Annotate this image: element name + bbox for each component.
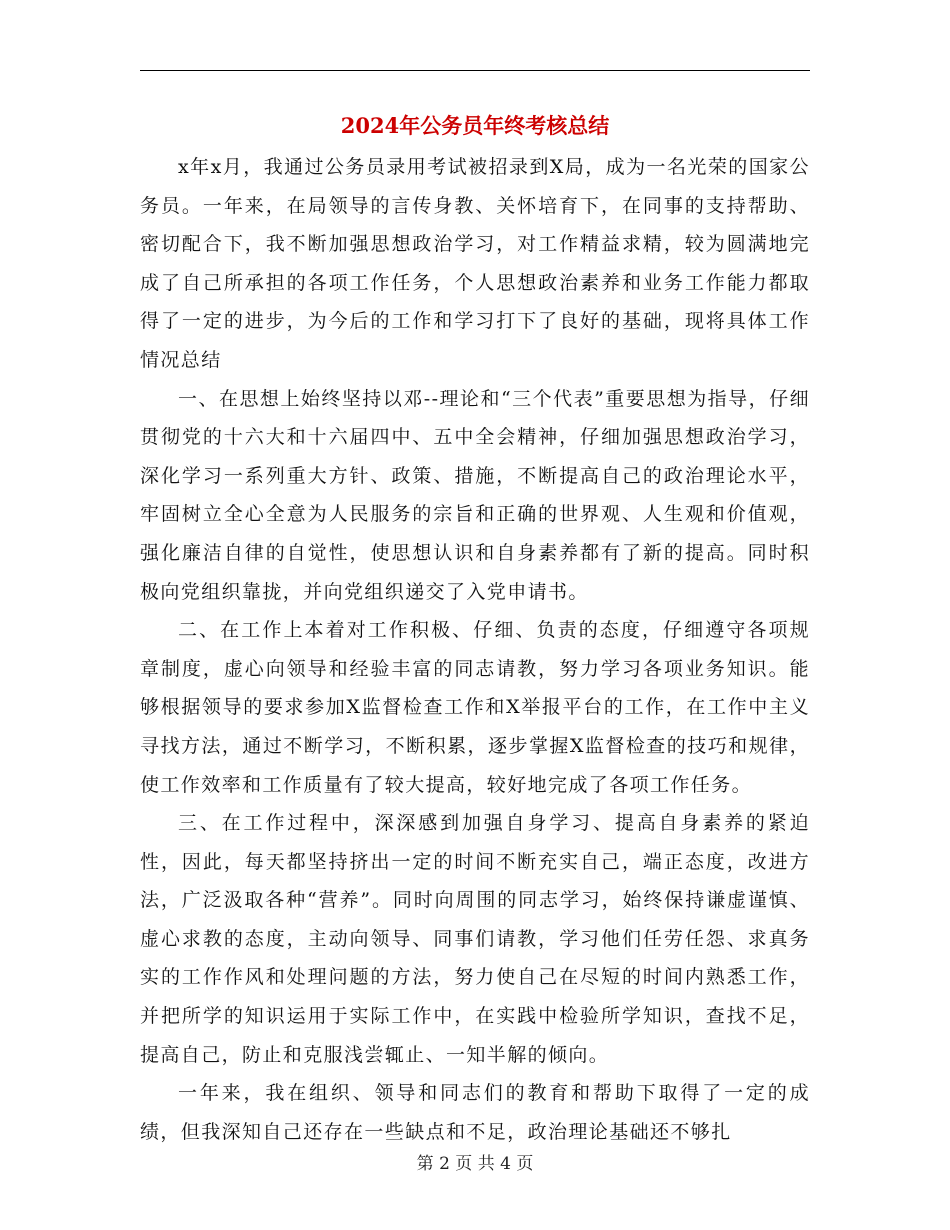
paragraph-section-1: 一、在思想上始终坚持以邓--理论和“三个代表”重要思想为指导，仔细贯彻党的十六大和十六届四中、五中全会精神，仔细加强思想政治学习，深化学习一系列重大方针、政策、措施，不断提高自己的政治理论水平，牢固树立全心全意为人民服务的宗旨和正确的世界观、人生观和价值观，强化廉洁自律的自觉性，使思想认识和自身素养都有了新的提高。同时积极向党组织靠拢，并向党组织递交了入党申请书。	[140, 387, 810, 603]
paragraph-conclusion: 一年来，我在组织、领导和同志们的教育和帮助下取得了一定的成绩，但我深知自己还存在一些缺点和不足，政治理论基础还不够扎	[140, 1082, 810, 1143]
paragraph-section-3: 三、在工作过程中，深深感到加强自身学习、提高自身素养的紧迫性，因此，每天都坚持挤出一定的时间不断充实自己，端正态度，改进方法，广泛汲取各种“营养”。同时向周围的同志学习，始终保持谦虚谨慎、虚心求教的态度，主动向领导、同事们请教，学习他们任劳任怨、求真务实的工作作风和处理问题的方法，努力使自己在尽短的时间内熟悉工作，并把所学的知识运用于实际工作中，在实践中检验所学知识，查找不足，提高自己，防止和克服浅尝辄止、一知半解的倾向。	[140, 812, 810, 1066]
page-number-footer: 第 2 页 共 4 页	[416, 1154, 534, 1174]
paragraph-intro: x年x月，我通过公务员录用考试被招录到X局，成为一名光荣的国家公务员。一年来，在局领导的言传身教、关怀培育下，在同事的支持帮助、密切配合下，我不断加强思想政治学习，对工作精益求精，较为圆满地完成了自己所承担的各项工作任务，个人思想政治素养和业务工作能力都取得了一定的进步，为今后的工作和学习打下了良好的基础，现将具体工作情况总结	[140, 156, 810, 371]
header-rule	[140, 70, 810, 71]
document-title: 2024年公务员年终考核总结	[340, 113, 610, 138]
document-body	[140, 148, 810, 1151]
paragraph-section-2: 二、在工作上本着对工作积极、仔细、负责的态度，仔细遵守各项规章制度，虚心向领导和经验丰富的同志请教，努力学习各项业务知识。能够根据领导的要求参加X监督检查工作和X举报平台的工作，在工作中主义寻找方法，通过不断学习，不断积累，逐步掌握X监督检查的技巧和规律，使工作效率和工作质量有了较大提高，较好地完成了各项工作任务。	[140, 619, 810, 796]
